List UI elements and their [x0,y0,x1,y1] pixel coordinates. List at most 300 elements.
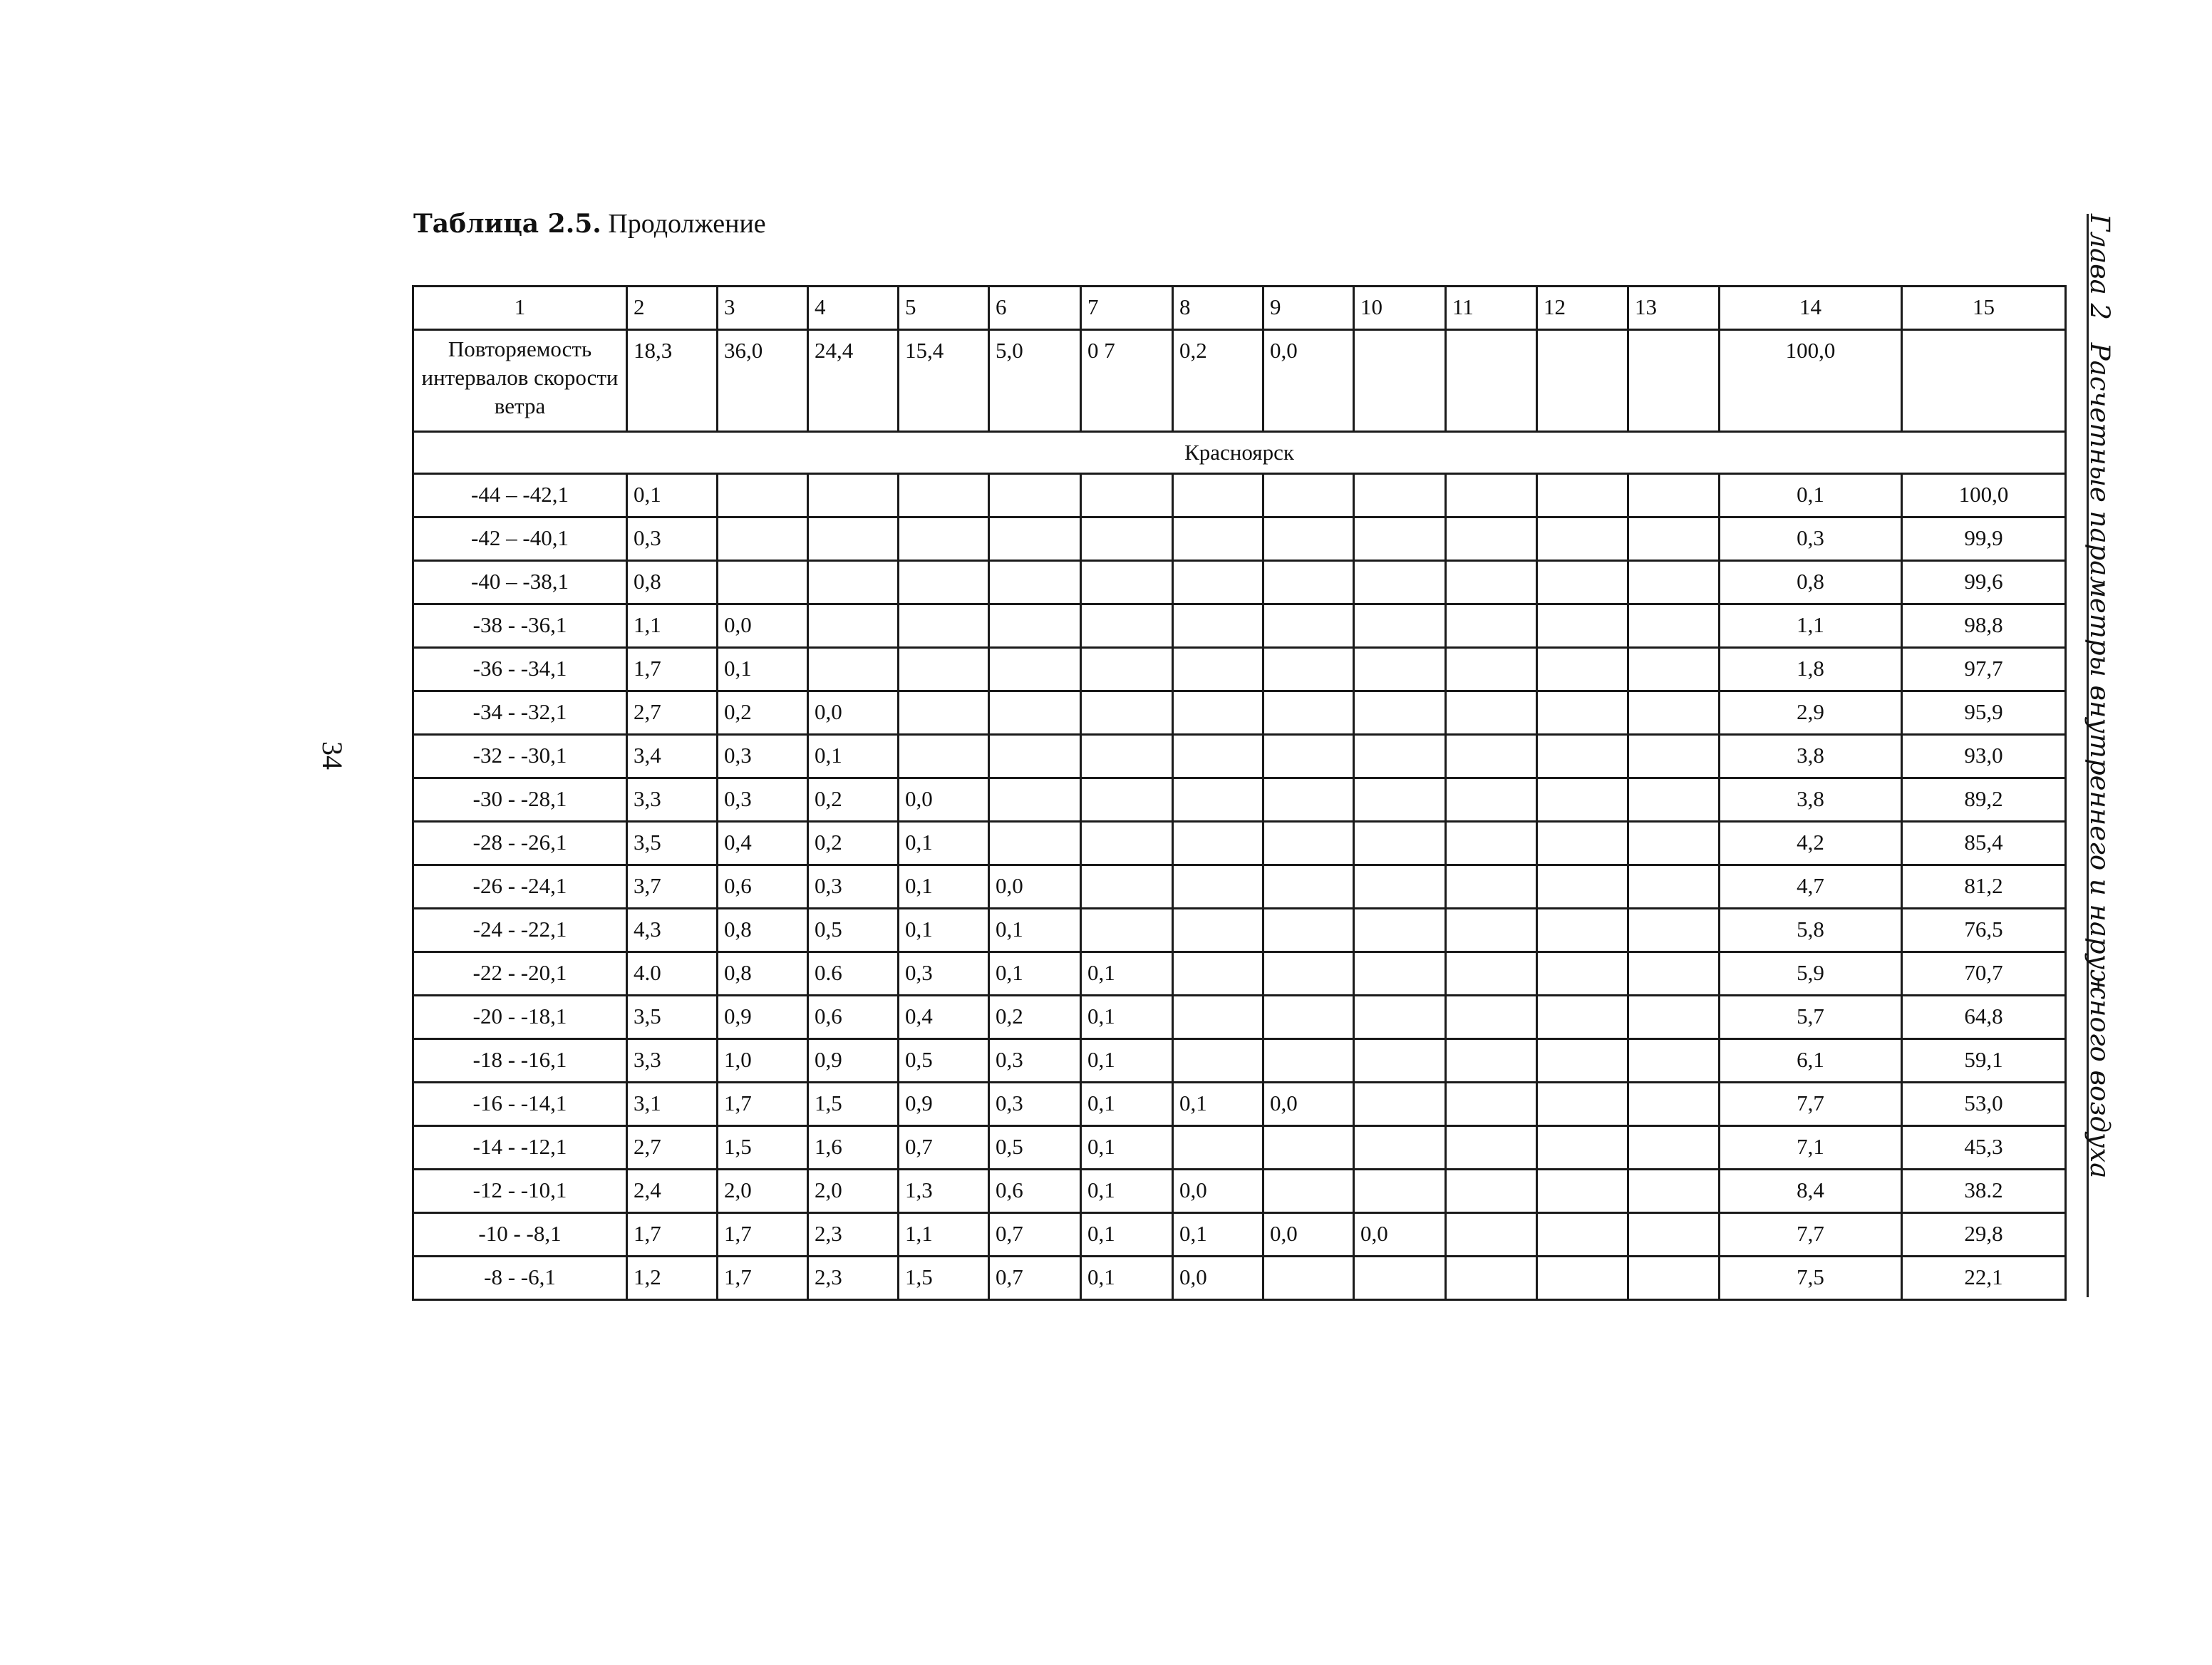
table-cell: 0,8 [1720,561,1902,604]
table-cell [1173,691,1263,735]
table-cell: 0,1 [899,909,989,952]
table-cell [1537,1126,1628,1170]
table-cell: 3,7 [627,865,718,909]
table-cell [1263,1170,1354,1213]
table-cell [1354,604,1446,648]
table-cell: 29,8 [1902,1213,2066,1257]
table-cell: 0,1 [1081,1170,1173,1213]
table-row [413,778,2066,822]
table-cell [1628,735,1720,778]
table-cell: 3,8 [1720,778,1902,822]
table-cell: 0,0 [989,865,1081,909]
table-cell [989,648,1081,691]
table-cell [1537,996,1628,1039]
table-cell: 0,2 [989,996,1081,1039]
table-cell [1173,952,1263,996]
table-cell: 24,4 [808,330,899,432]
table-cell: 0,1 [1081,1126,1173,1170]
table-cell: 3,4 [627,735,718,778]
table-cell [1081,778,1173,822]
temperature-range-cell: -42 – -40,1 [413,517,627,561]
table-cell [1354,1170,1446,1213]
table-cell: 3,5 [627,996,718,1039]
temperature-range-cell: -32 - -30,1 [413,735,627,778]
city-row [413,432,2066,474]
table-cell: 5,9 [1720,952,1902,996]
table-cell [1354,865,1446,909]
table-cell [1354,330,1446,432]
table-cell [808,517,899,561]
table-cell: 4,2 [1720,822,1902,865]
table-cell: 0 7 [1081,330,1173,432]
table-cell: 99,9 [1902,517,2066,561]
table-cell [1446,1257,1537,1300]
table-cell: 0,3 [808,865,899,909]
table-cell: 2,4 [627,1170,718,1213]
table-cell [1173,735,1263,778]
table-row [413,909,2066,952]
table-cell: 81,2 [1902,865,2066,909]
table-cell: 3,3 [627,1039,718,1083]
table-cell [1263,822,1354,865]
table-cell [1446,330,1537,432]
table-cell: 0,3 [627,517,718,561]
column-number-cell: 10 [1354,287,1446,330]
table-cell: 70,7 [1902,952,2066,996]
table-cell [1446,1170,1537,1213]
temperature-range-cell: -28 - -26,1 [413,822,627,865]
table-cell [1354,996,1446,1039]
table-cell [1628,1126,1720,1170]
table-cell: 0,1 [1720,474,1902,517]
table-cell: 1,7 [627,1213,718,1257]
temperature-range-cell: -24 - -22,1 [413,909,627,952]
column-number-cell: 15 [1902,287,2066,330]
table-row [413,561,2066,604]
table-cell: 0,2 [808,778,899,822]
table-cell: 0,8 [718,952,808,996]
table-cell [1628,822,1720,865]
table-cell [1263,735,1354,778]
table-cell: 100,0 [1902,474,2066,517]
column-number-cell: 1 [413,287,627,330]
table-cell [989,735,1081,778]
table-cell [1354,561,1446,604]
table-cell: 0,1 [1081,1083,1173,1126]
table-body [413,287,2066,1300]
table-cell [1537,604,1628,648]
table-cell [1537,1170,1628,1213]
table-cell: 2,0 [718,1170,808,1213]
table-row [413,1170,2066,1213]
table-cell: 0,6 [808,996,899,1039]
table-cell [1446,1213,1537,1257]
temperature-range-cell: -44 – -42,1 [413,474,627,517]
table-cell: 0,0 [718,604,808,648]
table-cell [1446,517,1537,561]
table-cell [1537,474,1628,517]
table-cell [808,648,899,691]
table-cell: 7,7 [1720,1083,1902,1126]
table-cell: 0,7 [989,1213,1081,1257]
table-cell [1173,648,1263,691]
table-cell [1537,909,1628,952]
table-cell [1537,691,1628,735]
table-cell: 5,8 [1720,909,1902,952]
table-cell [1173,996,1263,1039]
table-cell: 0,3 [1720,517,1902,561]
table-cell: 1,2 [627,1257,718,1300]
table-cell [1354,909,1446,952]
table-cell: 36,0 [718,330,808,432]
temperature-range-cell: -40 – -38,1 [413,561,627,604]
table-cell [1354,822,1446,865]
table-cell: 1,0 [718,1039,808,1083]
table-cell [1081,604,1173,648]
temperature-range-cell: -14 - -12,1 [413,1126,627,1170]
table-cell: 0,2 [1173,330,1263,432]
table-cell: 18,3 [627,330,718,432]
table-cell [1446,1083,1537,1126]
column-number-cell: 6 [989,287,1081,330]
table-cell: 45,3 [1902,1126,2066,1170]
table-cell [808,561,899,604]
table-row [413,1083,2066,1126]
table-cell: 0,1 [1081,952,1173,996]
column-number-row [413,287,2066,330]
table-cell: 4,7 [1720,865,1902,909]
table-cell: 0,1 [1081,996,1173,1039]
table-cell [1081,691,1173,735]
frequency-row-label: Повторяемость интервалов скорости ветра [413,330,627,432]
table-cell: 1,7 [718,1213,808,1257]
table-cell: 7,5 [1720,1257,1902,1300]
table-cell: 0,1 [1081,1257,1173,1300]
table-cell: 0,9 [718,996,808,1039]
temperature-range-cell: -18 - -16,1 [413,1039,627,1083]
table-cell: 99,6 [1902,561,2066,604]
table-cell [1263,474,1354,517]
table-cell [1354,517,1446,561]
table-cell: 0,0 [1263,1213,1354,1257]
table-cell [1354,691,1446,735]
table-cell [1263,1126,1354,1170]
table-cell: 0,0 [1263,330,1354,432]
table-cell: 0,9 [808,1039,899,1083]
table-cell: 0,1 [899,865,989,909]
table-cell [1081,822,1173,865]
table-cell [1354,474,1446,517]
table-cell [899,648,989,691]
table-cell [1263,778,1354,822]
table-cell: 0,1 [718,648,808,691]
table-cell [1173,1039,1263,1083]
table-cell: 3,1 [627,1083,718,1126]
table-cell [1173,909,1263,952]
table-cell: 1,5 [899,1257,989,1300]
table-cell: 0,6 [989,1170,1081,1213]
table-cell [1628,909,1720,952]
table-row [413,996,2066,1039]
table-cell [899,561,989,604]
table-cell [1354,735,1446,778]
table-cell: 0,5 [989,1126,1081,1170]
table-cell: 76,5 [1902,909,2066,952]
table-cell: 0,0 [1263,1083,1354,1126]
temperature-range-cell: -20 - -18,1 [413,996,627,1039]
table-cell [1628,996,1720,1039]
table-cell [899,691,989,735]
column-number-cell: 2 [627,287,718,330]
table-cell [1537,517,1628,561]
table-cell [989,691,1081,735]
table-cell: 0,2 [808,822,899,865]
table-cell: 0,5 [899,1039,989,1083]
table-cell [1263,517,1354,561]
table-row [413,604,2066,648]
table-cell: 0,4 [899,996,989,1039]
table-cell: 7,1 [1720,1126,1902,1170]
table-cell: 93,0 [1902,735,2066,778]
column-number-cell: 13 [1628,287,1720,330]
table-cell: 0,1 [989,952,1081,996]
table-cell: 5,7 [1720,996,1902,1039]
table-cell: 0,3 [718,735,808,778]
table-cell: 1,7 [627,648,718,691]
table-cell [1537,822,1628,865]
temperature-range-cell: -36 - -34,1 [413,648,627,691]
table-cell: 0,8 [718,909,808,952]
wind-speed-table [412,285,2067,1301]
table-cell: 100,0 [1720,330,1902,432]
table-cell: 1,1 [899,1213,989,1257]
table-cell: 0.6 [808,952,899,996]
table-cell [1081,474,1173,517]
column-number-cell: 11 [1446,287,1537,330]
column-number-cell: 9 [1263,287,1354,330]
table-cell: 0,3 [989,1039,1081,1083]
table-cell [1537,865,1628,909]
table-cell: 0,0 [1173,1257,1263,1300]
table-cell: 0,7 [899,1126,989,1170]
table-cell [1354,778,1446,822]
table-row [413,822,2066,865]
table-cell [1354,1257,1446,1300]
table-cell: 97,7 [1902,648,2066,691]
table-cell [1173,778,1263,822]
table-cell: 4,3 [627,909,718,952]
table-cell [1263,604,1354,648]
table-cell [1173,822,1263,865]
table-cell: 0,4 [718,822,808,865]
table-cell: 59,1 [1902,1039,2066,1083]
table-cell: 1,6 [808,1126,899,1170]
table-cell [1354,1083,1446,1126]
table-cell: 0,1 [1173,1083,1263,1126]
table-cell: 2,3 [808,1213,899,1257]
table-cell [1628,952,1720,996]
table-cell [989,561,1081,604]
table-row [413,1126,2066,1170]
table-row [413,691,2066,735]
table-cell [1628,604,1720,648]
table-cell [1628,474,1720,517]
table-row [413,952,2066,996]
table-row [413,1213,2066,1257]
table-cell: 7,7 [1720,1213,1902,1257]
table-cell: 0,9 [899,1083,989,1126]
table-cell [1537,735,1628,778]
table-cell [1354,648,1446,691]
table-cell [1263,691,1354,735]
table-cell: 22,1 [1902,1257,2066,1300]
table-cell: 6,1 [1720,1039,1902,1083]
table-cell [1173,474,1263,517]
table-cell [1354,952,1446,996]
table-cell [989,517,1081,561]
table-row [413,865,2066,909]
temperature-range-cell: -8 - -6,1 [413,1257,627,1300]
table-cell: 1,3 [899,1170,989,1213]
table-cell [1628,778,1720,822]
table-cell: 3,5 [627,822,718,865]
table-cell: 0,3 [718,778,808,822]
temperature-range-cell: -38 - -36,1 [413,604,627,648]
table-cell: 0,1 [627,474,718,517]
column-number-cell: 7 [1081,287,1173,330]
table-caption-label: Таблица 2.5. [413,209,601,239]
table-cell: 64,8 [1902,996,2066,1039]
table-cell [1902,330,2066,432]
table-cell: 1,7 [718,1083,808,1126]
table-cell: 3,3 [627,778,718,822]
table-row [413,1257,2066,1300]
table-cell [1628,517,1720,561]
table-cell: 0,7 [989,1257,1081,1300]
table-cell [1628,1257,1720,1300]
table-row [413,474,2066,517]
table-cell: 0,0 [1354,1213,1446,1257]
table-cell [989,604,1081,648]
table-row [413,1039,2066,1083]
table-cell [1263,865,1354,909]
table-cell [1537,1083,1628,1126]
table-cell [1263,996,1354,1039]
column-number-cell: 3 [718,287,808,330]
table-cell [989,474,1081,517]
table-cell [1263,648,1354,691]
table-cell: 1,8 [1720,648,1902,691]
table-cell: 0,5 [808,909,899,952]
table-cell: 0,1 [1173,1213,1263,1257]
table-cell: 0,0 [1173,1170,1263,1213]
table-cell [1081,865,1173,909]
column-number-cell: 4 [808,287,899,330]
frequency-row [413,330,2066,432]
column-number-cell: 8 [1173,287,1263,330]
column-number-cell: 14 [1720,287,1902,330]
table-cell: 1,1 [1720,604,1902,648]
table-cell [1446,1126,1537,1170]
table-cell: 1,5 [718,1126,808,1170]
table-cell [899,604,989,648]
table-cell [1446,909,1537,952]
table-cell [1537,1213,1628,1257]
table-cell [1628,1083,1720,1126]
table-cell: 95,9 [1902,691,2066,735]
table-cell [1263,1039,1354,1083]
table-caption-text: Продолжение [608,209,766,239]
table-cell [1628,865,1720,909]
table-cell [1354,1126,1446,1170]
table-cell [1446,648,1537,691]
table-cell [1446,691,1537,735]
table-cell [1628,691,1720,735]
temperature-range-cell: -22 - -20,1 [413,952,627,996]
table-cell: 98,8 [1902,604,2066,648]
table-cell [989,778,1081,822]
table-cell [1628,330,1720,432]
table-cell [1628,648,1720,691]
table-cell [1263,909,1354,952]
temperature-range-cell: -12 - -10,1 [413,1170,627,1213]
table-cell [1537,1039,1628,1083]
table-cell [1537,778,1628,822]
running-head-title: Расчетные параметры внутреннего и наружного воздуха [2084,342,2115,1179]
table-cell [1081,561,1173,604]
table-cell: 2,0 [808,1170,899,1213]
column-number-cell: 12 [1537,287,1628,330]
table-cell [1081,517,1173,561]
table-cell [1537,1257,1628,1300]
table-cell: 0,8 [627,561,718,604]
table-cell [1173,1126,1263,1170]
table-cell [1263,561,1354,604]
table-row [413,735,2066,778]
table-cell [1354,1039,1446,1083]
table-cell [1173,561,1263,604]
temperature-range-cell: -34 - -32,1 [413,691,627,735]
table-caption [413,208,766,239]
page-number: 34 [316,741,348,770]
table-cell [1446,735,1537,778]
table-cell: 4.0 [627,952,718,996]
table-cell: 2,9 [1720,691,1902,735]
table-cell: 0,0 [899,778,989,822]
table-cell: 89,2 [1902,778,2066,822]
table-cell [1173,517,1263,561]
table-cell: 2,3 [808,1257,899,1300]
table-row [413,517,2066,561]
table-cell [989,822,1081,865]
table-cell [808,474,899,517]
table-cell: 2,7 [627,691,718,735]
table-cell: 0,2 [718,691,808,735]
temperature-range-cell: -30 - -28,1 [413,778,627,822]
table-cell [1263,1257,1354,1300]
table-cell [899,474,989,517]
table-cell [1537,330,1628,432]
table-cell [899,517,989,561]
table-cell: 2,7 [627,1126,718,1170]
table-cell [718,474,808,517]
table-cell [1628,1170,1720,1213]
table-cell: 0,1 [989,909,1081,952]
table-cell [1263,952,1354,996]
running-head-chapter: Глава 2 [2084,214,2115,321]
table-row [413,648,2066,691]
table-cell [718,561,808,604]
